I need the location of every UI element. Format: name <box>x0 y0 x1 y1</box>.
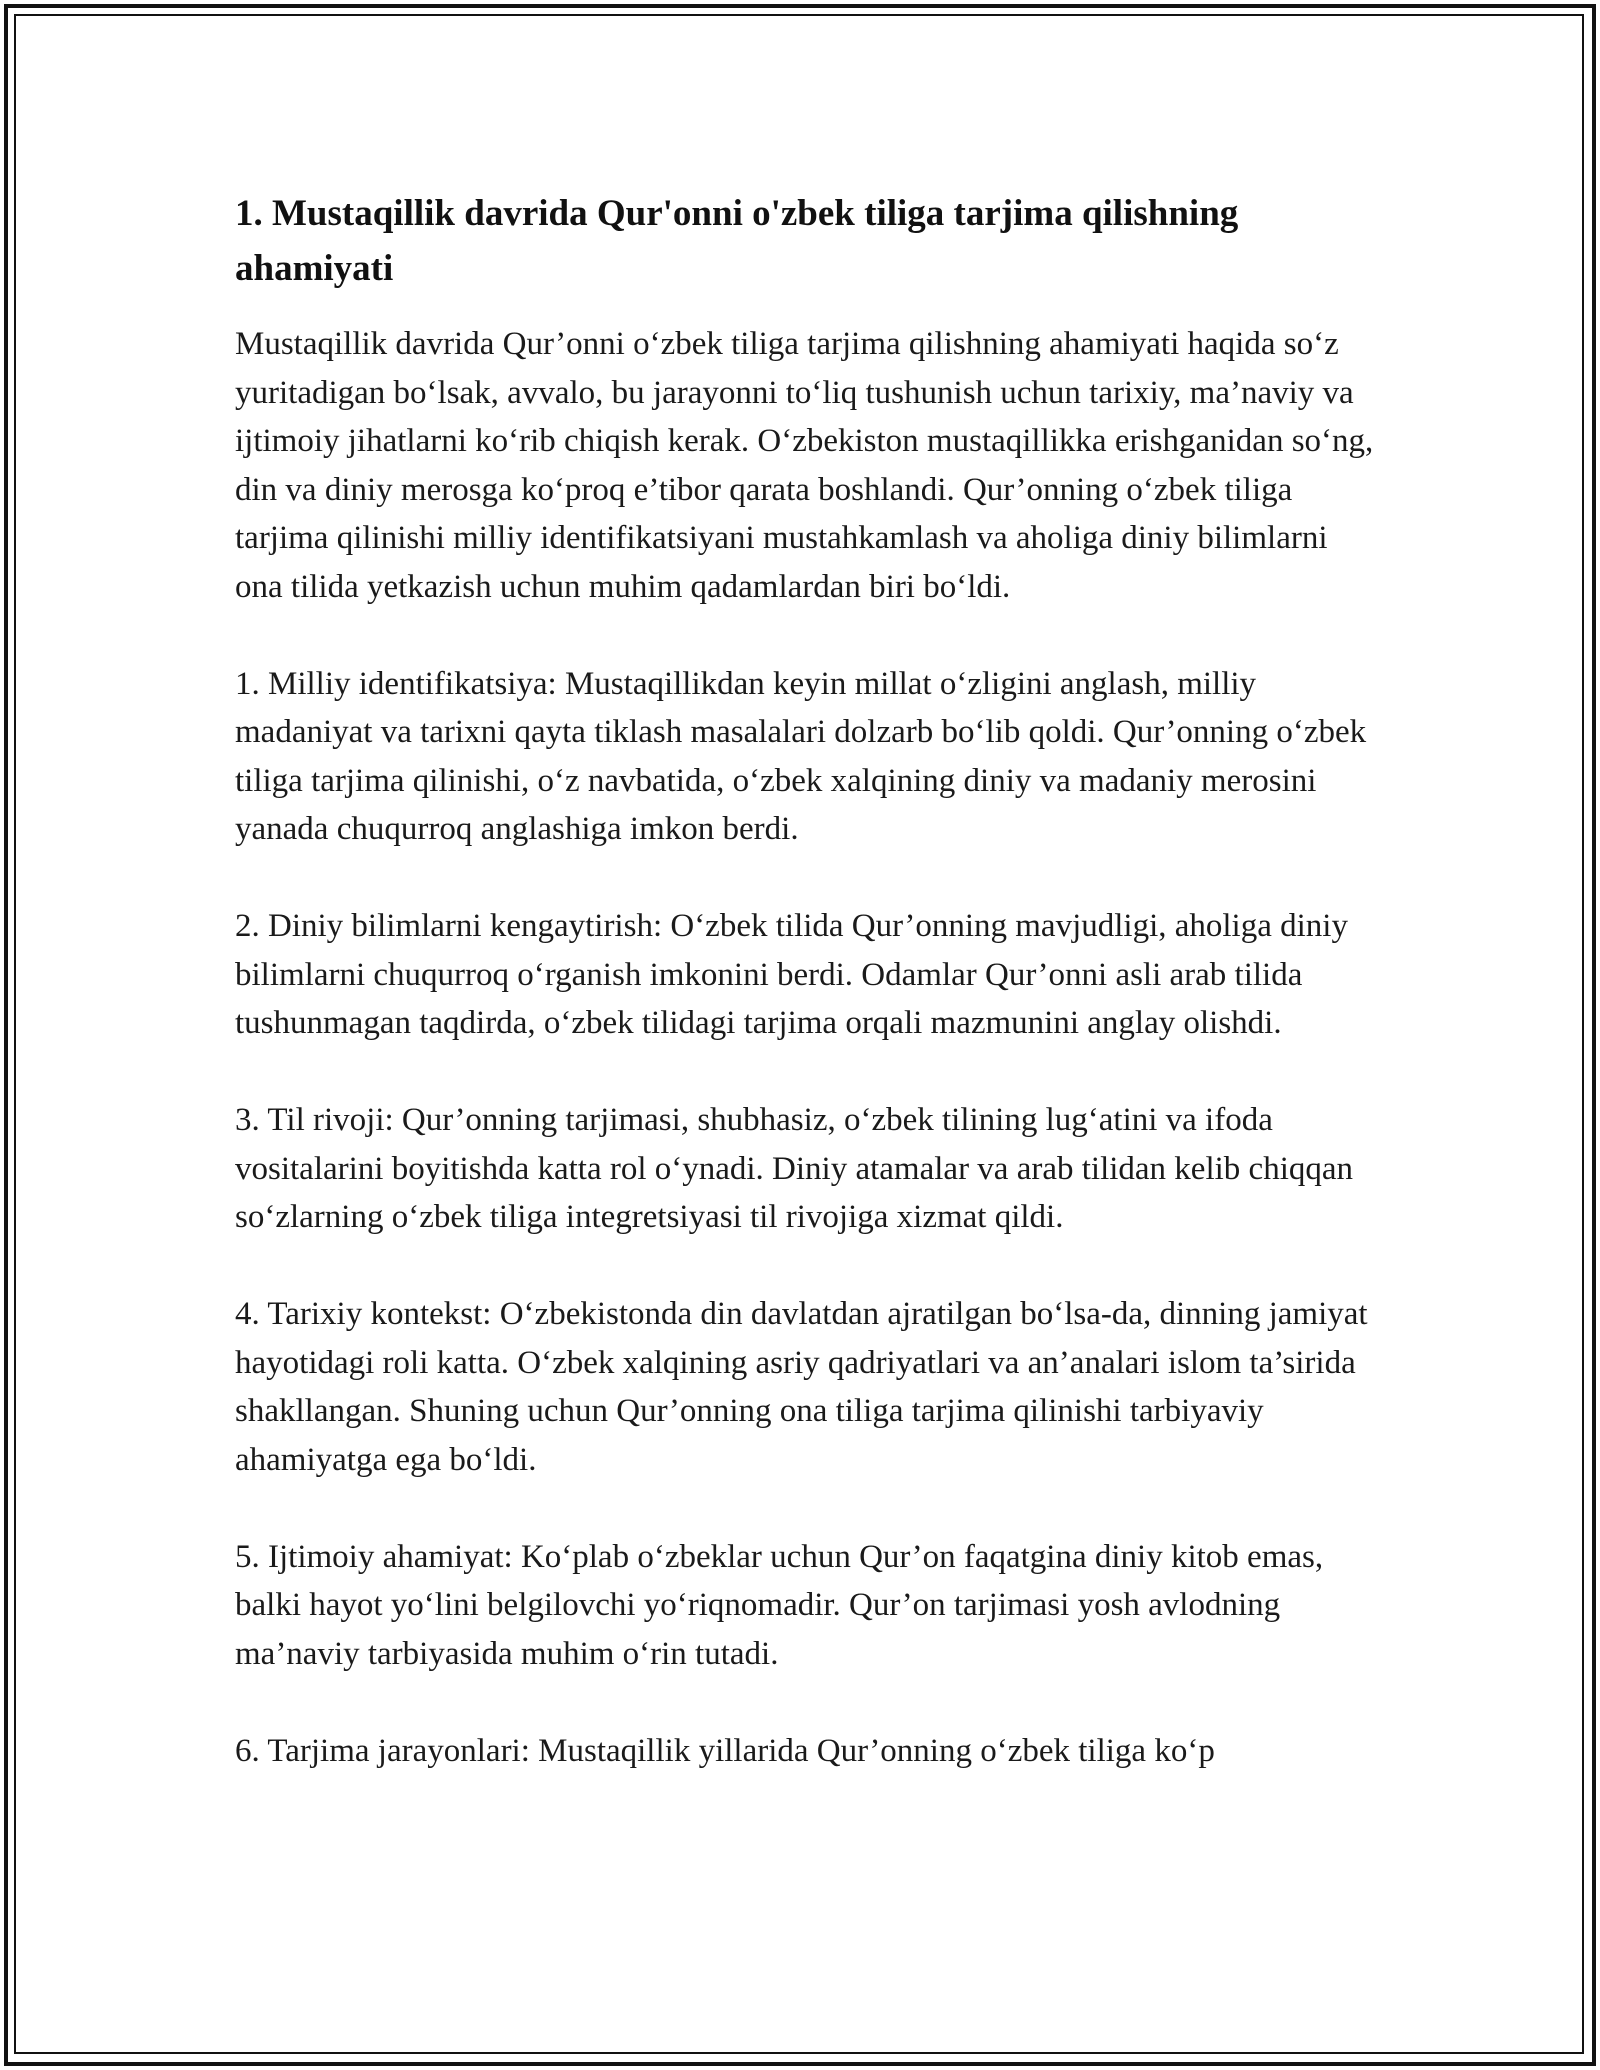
point-3-paragraph: 3. Til rivoji: Qur’onning tarjimasi, shubhasiz, o‘zbek tilining lug‘atini va ifoda vositalarini boyitishda katta rol o‘ynadi. Diniy atamalar va arab tilidan kelib chiqqan so‘zlarning o‘zbek tiliga integretsiyasi til rivojiga xizmat qildi. <box>235 1102 1354 1235</box>
section-heading: 1. Mustaqillik davrida Qur'onni o'zbek tiliga tarjima qilishning ahamiyati <box>235 193 1239 289</box>
document-body <box>235 186 1375 1824</box>
point-1-paragraph: 1. Milliy identifikatsiya: Mustaqillikdan keyin millat o‘zligini anglash, milliy madaniyat va tarixni qayta tiklash masalalari dolzarb bo‘lib qoldi. Qur’onning o‘zbek tiliga tarjima qilinishi, o‘z navbatida, o‘zbek xalqining diniy va madaniy merosini yanada chuqurroq anglashiga imkon berdi. <box>235 665 1367 847</box>
point-5-paragraph: 5. Ijtimoiy ahamiyat: Ko‘plab o‘zbeklar uchun Qur’on faqatgina diniy kitob emas, balki hayot yo‘lini belgilovchi yo‘riqnomadir. Qur’on tarjimasi yosh avlodning ma’naviy tarbiyasida muhim o‘rin tutadi. <box>235 1538 1324 1672</box>
point-6-paragraph: 6. Tarjima jarayonlari: Mustaqillik yillarida Qur’onning o‘zbek tiliga ko‘p <box>235 1732 1215 1769</box>
point-2-paragraph: 2. Diniy bilimlarni kengaytirish: O‘zbek tilida Qur’onning mavjudligi, aholiga diniy bilimlarni chuqurroq o‘rganish imkonini berdi. Odamlar Qur’onni asli arab tilida tushunmagan taqdirda, o‘zbek tilidagi tarjima orqali mazmunini anglay olishdi. <box>235 908 1348 1041</box>
point-4-paragraph: 4. Tarixiy kontekst: O‘zbekistonda din davlatdan ajratilgan bo‘lsa-da, dinning jamiyat hayotidagi roli katta. O‘zbek xalqining asriy qadriyatlari va an’analari islom ta’sirida shakllangan. Shuning uchun Qur’onning ona tiliga tarjima qilinishi tarbiyaviy ahamiyatga ega bo‘ldi. <box>235 1296 1368 1478</box>
intro-paragraph: Mustaqillik davrida Qur’onni o‘zbek tiliga tarjima qilishning ahamiyati haqida so‘z yuritadigan bo‘lsak, avvalo, bu jarayonni to‘liq tushunish uchun tarixiy, ma’naviy va ijtimoiy jihatlarni ko‘rib chiqish kerak. O‘zbekiston mustaqillikka erishganidan so‘ng, din va diniy merosga ko‘proq e’tibor qarata boshlandi. Qur’onning o‘zbek tiliga tarjima qilinishi milliy identifikatsiyani mustahkamlash va aholiga diniy bilimlarni ona tilida yetkazish uchun muhim qadamlardan biri bo‘ldi. <box>235 326 1374 605</box>
